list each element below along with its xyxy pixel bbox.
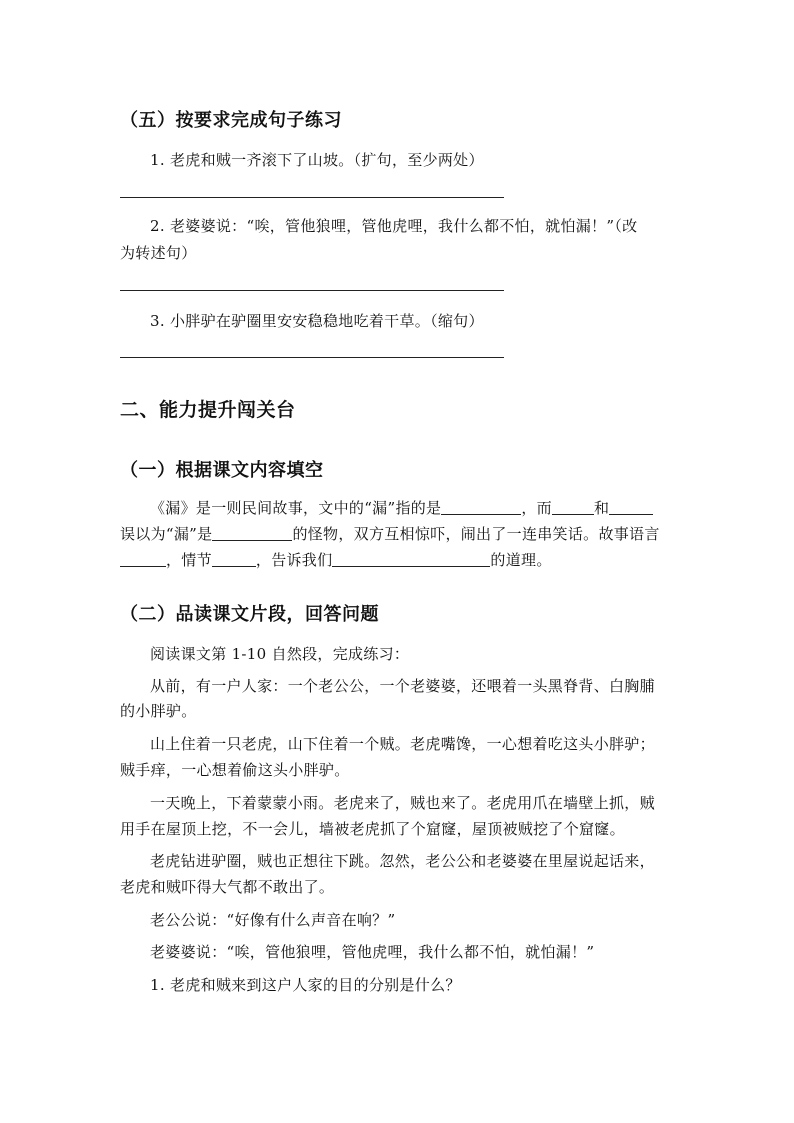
fill-blank[interactable] (212, 551, 256, 567)
fill-line-2 (120, 523, 660, 544)
fill-text: ，情节 (166, 551, 212, 569)
fill-blank[interactable] (120, 551, 166, 567)
fill-text: ，告诉我们 (255, 551, 333, 569)
fill-text: 《漏》是一则民间故事，文中的“漏”指的是 (150, 499, 442, 517)
passage-p4-line1: 老虎钻进驴圈，贼也正想往下跳。忽然，老公公和老婆婆在里屋说起话来， (150, 852, 655, 870)
fill-blank[interactable] (552, 499, 594, 515)
section-heading-fill-blanks: （一）根据课文内容填空 (120, 460, 324, 481)
passage-p1-line1: 从前，有一户人家：一个老公公，一个老婆婆，还喂着一头黑脊背、白胸脯 (150, 677, 655, 695)
answer-line[interactable] (120, 357, 504, 358)
fill-text: 误以为“漏”是 (120, 525, 213, 543)
passage-p4-line2: 老虎和贼吓得大气都不敢出了。 (120, 878, 335, 896)
question-shorten-sentence: 3. 小胖驴在驴圈里安安稳稳地吃着干草。（缩句） (150, 312, 484, 330)
question-expand-sentence: 1. 老虎和贼一齐滚下了山坡。（扩句，至少两处） (150, 151, 484, 169)
section-heading-sentence-practice: （五）按要求完成句子练习 (120, 110, 342, 131)
passage-p3-line2: 用手在屋顶上挖，不一会儿，墙被老虎抓了个窟窿，屋顶被贼挖了个窟窿。 (120, 820, 625, 838)
passage-p6: 老婆婆说：“唉，管他狼哩，管他虎哩，我什么都不怕，就怕漏！” (150, 943, 595, 961)
fill-text: ，而 (521, 499, 552, 517)
passage-p3-line1: 一天晚上，下着蒙蒙小雨。老虎来了，贼也来了。老虎用爪在墙壁上抓，贼 (150, 794, 655, 812)
section-heading-reading: （二）品读课文片段，回答问题 (120, 604, 379, 625)
fill-blank[interactable] (212, 525, 292, 541)
question-indirect-speech-line2: 为转述句） (120, 244, 197, 262)
fill-blank[interactable] (609, 499, 653, 515)
question-indirect-speech-line1: 2. 老婆婆说：“唉，管他狼哩，管他虎哩，我什么都不怕，就怕漏！”（改 (150, 217, 638, 235)
fill-text: 和 (593, 499, 610, 517)
answer-line[interactable] (120, 197, 504, 198)
reading-question-1: 1. 老虎和贼来到这户人家的目的分别是什么？ (150, 976, 461, 994)
passage-p5: 老公公说：“好像有什么声音在响？” (150, 911, 396, 929)
passage-p1-line2: 的小胖驴。 (120, 702, 197, 720)
answer-line[interactable] (120, 290, 504, 291)
fill-text: 的怪物，双方互相惊吓，闹出了一连串笑话。故事语言 (292, 525, 660, 543)
passage-p2-line2: 贼手痒，一心想着偷这头小胖驴。 (120, 761, 350, 779)
fill-blank[interactable] (441, 499, 521, 515)
fill-text: 的道理。 (490, 551, 552, 569)
fill-line-1 (150, 497, 653, 518)
reading-instruction: 阅读课文第 1-10 自然段，完成练习： (150, 645, 410, 663)
passage-p2-line1: 山上住着一只老虎，山下住着一个贼。老虎嘴馋，一心想着吃这头小胖驴； (150, 735, 655, 753)
part-heading-ability: 二、能力提升闯关台 (120, 399, 296, 421)
fill-blank[interactable] (332, 551, 490, 567)
fill-line-3 (120, 549, 552, 570)
